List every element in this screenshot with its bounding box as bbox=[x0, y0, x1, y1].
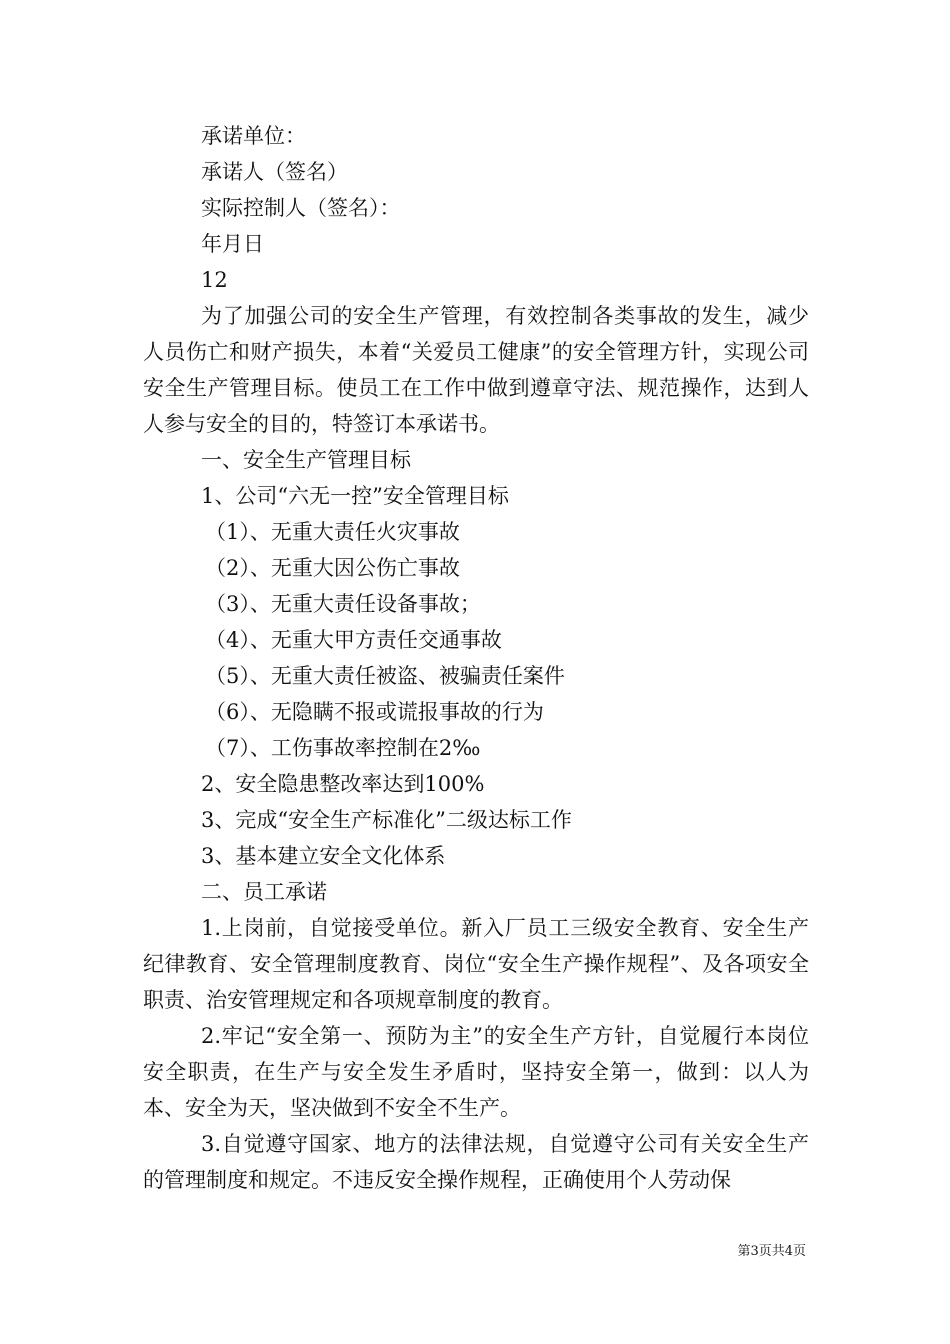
goal-list-item: （4）、无重大甲方责任交通事故 bbox=[205, 628, 502, 652]
document-body bbox=[143, 118, 809, 1198]
page-number-footer: 第3页共4页 bbox=[737, 1244, 806, 1259]
intro-paragraph: 为了加强公司的安全生产管理，有效控制各类事故的发生，减少人员伤亡和财产损失，本着“关爱员工健康”的安全管理方针，实现公司安全生产管理目标。使员工在工作中做到遵章守法、规范操作，达到人人参与安全的目的，特签订本承诺书。 bbox=[143, 304, 809, 436]
hazard-rectification-goal: 2、安全隐患整改率达到100% bbox=[201, 772, 485, 796]
commitment-paragraph-3: 3.自觉遵守国家、地方的法律法规，自觉遵守公司有关安全生产的管理制度和规定。不违反安全操作规程，正确使用个人劳动保 bbox=[143, 1132, 809, 1192]
goal-list-item: （5）、无重大责任被盗、被骗责任案件 bbox=[205, 664, 565, 688]
section1-heading: 一、安全生产管理目标 bbox=[201, 448, 411, 472]
goal-list-item: （1）、无重大责任火灾事故 bbox=[205, 520, 460, 544]
standardization-goal: 3、完成“安全生产标准化”二级达标工作 bbox=[201, 808, 572, 832]
section2-heading: 二、员工承诺 bbox=[201, 880, 327, 904]
goal-list-item: （7）、工伤事故率控制在2‰ bbox=[205, 736, 481, 760]
section1-subheading: 1、公司“六无一控”安全管理目标 bbox=[201, 484, 509, 508]
date-line: 年月日 bbox=[201, 232, 264, 256]
commitment-paragraph-2: 2.牢记“安全第一、预防为主”的安全生产方针，自觉履行本岗位安全职责，在生产与安全发生矛盾时，坚持安全第一，做到：以人为本、安全为天，坚决做到不安全不生产。 bbox=[143, 1024, 809, 1120]
goal-list-item: （2）、无重大因公伤亡事故 bbox=[205, 556, 460, 580]
commitment-unit-line: 承诺单位： bbox=[201, 124, 306, 148]
safety-culture-goal: 3、基本建立安全文化体系 bbox=[201, 844, 446, 868]
goal-list-item: （3）、无重大责任设备事故； bbox=[205, 592, 481, 616]
section-number-line: 12 bbox=[201, 268, 228, 292]
commitment-paragraph-1: 1.上岗前，自觉接受单位。新入厂员工三级安全教育、安全生产纪律教育、安全管理制度教育、岗位“安全生产操作规程”、及各项安全职责、治安管理规定和各项规章制度的教育。 bbox=[143, 916, 809, 1012]
signatory-line: 承诺人（签名） bbox=[201, 160, 348, 184]
goal-list-item: （6）、无隐瞒不报或谎报事故的行为 bbox=[205, 700, 544, 724]
controller-signature-line: 实际控制人（签名）： bbox=[201, 196, 401, 220]
